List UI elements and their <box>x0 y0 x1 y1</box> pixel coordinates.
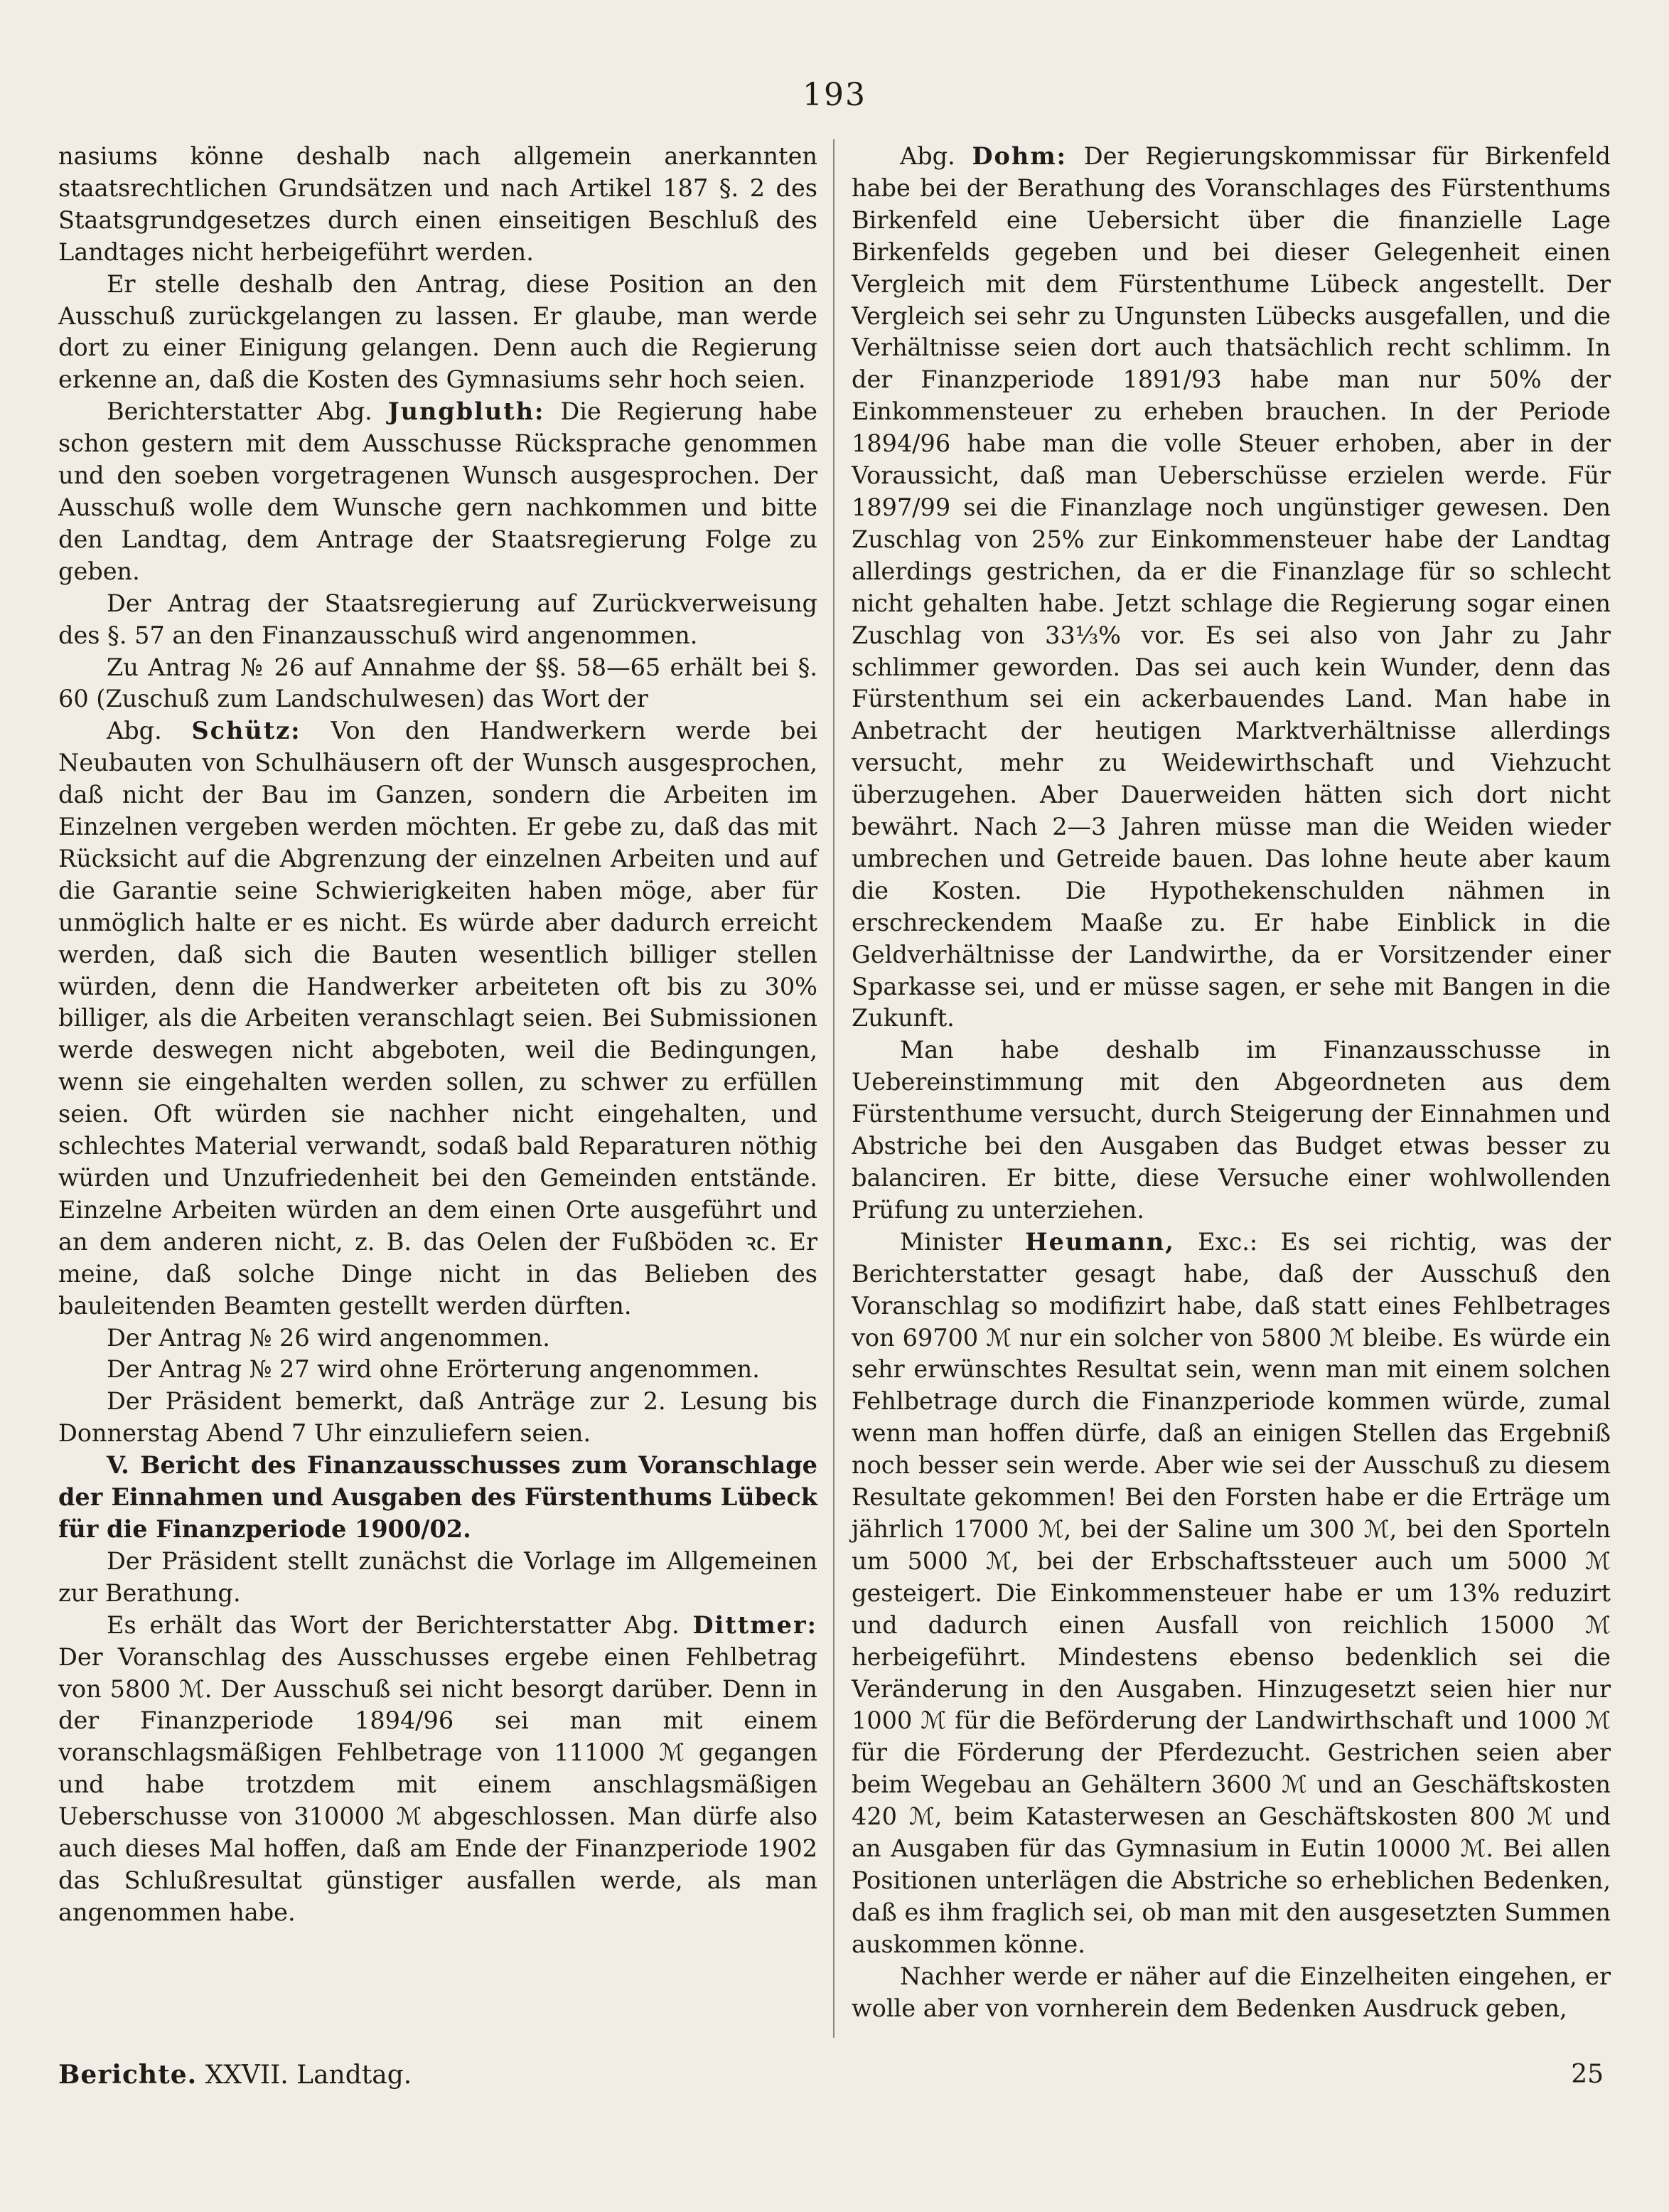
speech-text: Von den Handwerkern werde bei Neubauten von Schulhäusern oft der Wunsch ausgesprochen, daß nicht der Bau im Ganzen, sondern die Arbeiten im Einzelnen vergeben werden möchten. Er gebe zu, daß das mit Rücksicht auf die Abgrenzung der einzelnen Arbeiten und auf die Garantie seine Schwierigkeiten haben möge, aber für unmöglich halte er es nicht. Es würde aber dadurch erreicht werden, daß sich die Bauten wesentlich billiger stellen würden, denn die Handwerker arbeiteten oft bis zu 30% billiger, als die Arbeiten veranschlagt seien. Bei Submissionen werde deswegen nicht abgeboten, weil die Bedingungen, wenn sie eingehalten werden sollen, zu schwer zu erfüllen seien. Oft würden sie nachher nicht eingehalten, und schlechtes Material verwandt, sodaß bald Reparaturen nöthig würden und Unzufriedenheit bei den Gemeinden entstände. Einzelne Arbeiten würden an dem einen Orte ausgeführt und an dem anderen nicht, z. B. das Oelen der Fußböden ꝛc. Er meine, daß solche Dinge nicht in das Belieben des bauleitenden Beamten gestellt werden dürften. <box>58 717 817 1320</box>
paragraph <box>58 1610 817 1929</box>
speaker-title: Es erhält das Wort der Berichterstatter Abg. <box>107 1610 680 1639</box>
paragraph: Zu Antrag № 26 auf Annahme der §§. 58—65 erhält bei §. 60 (Zuschuß zum Landschulwesen) das Wort der <box>58 653 817 713</box>
footer-label: Berichte. <box>58 2060 198 2090</box>
speech-text: Der Regierungskommissar für Birkenfeld habe bei der Berathung des Voranschlages des Fürstenthums Birkenfeld eine Uebersicht über die finanzielle Lage Birkenfelds gegeben und bei dieser Gelegenheit einen Vergleich mit dem Fürstenthume Lübeck angestellt. Der Vergleich sei sehr zu Ungunsten Lübecks ausgefallen, und die Verhältnisse seien dort auch thatsächlich recht schlimm. In der Finanzperiode 1891/93 habe man nur 50% der Einkommensteuer zu erheben brauchen. In der Periode 1894/96 habe man die volle Steuer erhoben, aber in der Voraussicht, daß man Ueberschüsse erzielen werde. Für 1897/99 sei die Finanzlage noch ungünstiger gewesen. Den Zuschlag von 25% zur Einkommensteuer habe der Landtag allerdings gestrichen, da er die Finanzlage für so schlecht nicht gehalten habe. Jetzt schlage die Regierung sogar einen Zuschlag von 33⅓% vor. Es sei also von Jahr zu Jahr schlimmer geworden. Das sei auch kein Wunder, denn das Fürstenthum sei ein ackerbauendes Land. Man habe in Anbetracht der heutigen Marktverhältnisse allerdings versucht, mehr zu Weidewirthschaft und Viehzucht überzugehen. Aber Dauerweiden hätten sich dort nicht bewährt. Nach 2—3 Jahren müsse man die Weiden wieder umbrechen und Getreide bauen. Das lohne heute aber kaum die Kosten. Die Hypothekenschulden nähmen in erschreckendem Maaße zu. Er habe Einblick in die Geldverhältnisse der Landwirthe, da er Vorsitzender einer Sparkasse sei, und er müsse sagen, er sehe mit Bangen in die Zukunft. <box>852 142 1611 1032</box>
section-heading: V. Bericht des Finanzausschusses zum Voranschlage der Einnahmen und Ausgaben des Fürstenthums Lübeck für die Finanzperiode 1900/02. <box>58 1451 817 1543</box>
speaker-name: Heumann, <box>1025 1227 1175 1256</box>
speech-text: Exc.: Es sei richtig, was der Berichterstatter gesagt habe, daß der Ausschuß den Voranschlag so modifizirt habe, daß statt eines Fehlbetrages von 69700 ℳ nur ein solcher von 5800 ℳ bleibe. Es würde ein sehr erwünschtes Resultat sein, wenn man mit einem solchen Fehlbetrage durch die Finanzperiode kommen würde, zumal wenn man hoffen dürfe, daß an einigen Stellen das Ergebniß noch besser sein werde. Aber wie sei der Ausschuß zu diesem Resultate gekommen! Bei den Forsten habe er die Erträge um jährlich 17000 ℳ, bei der Saline um 300 ℳ, bei den Sporteln um 5000 ℳ, bei der Erbschaftssteuer auch um 5000 ℳ gesteigert. Die Einkommensteuer habe er um 13% reduzirt und dadurch einen Ausfall von reichlich 15000 ℳ herbeigeführt. Mindestens ebenso bedenklich sei die Veränderung in den Ausgaben. Hinzugesetzt seien hier nur 1000 ℳ für die Beförderung der Landwirthschaft und 1000 ℳ für die Förderung der Pferdezucht. Gestrichen seien aber beim Wegebau an Gehältern 3600 ℳ und an Geschäftskosten 420 ℳ, beim Katasterwesen an Geschäftskosten 800 ℳ und an Ausgaben für das Gymnasium in Eutin 10000 ℳ. Bei allen Positionen unterlägen die Abstriche so erheblichen Bedenken, daß es ihm fraglich sei, ob man mit den ausgesetzten Summen auskommen könne. <box>852 1227 1611 1958</box>
paragraph: Nachher werde er näher auf die Einzelheiten eingehen, er wolle aber von vornherein dem Bedenken Ausdruck geben, <box>852 1962 1611 2022</box>
paragraph: Der Antrag der Staatsregierung auf Zurückverweisung des §. 57 an den Finanzausschuß wird angenommen. <box>58 589 817 649</box>
speaker-title: Berichterstatter Abg. <box>107 397 372 426</box>
speech-text: Die Regierung habe schon gestern mit dem Ausschusse Rücksprache genommen und den soeben vorgetragenen Wunsch ausgesprochen. Der Ausschuß wolle dem Wunsche gern nachkommen und bitte den Landtag, dem Antrage der Staatsregierung Folge zu geben. <box>58 397 817 585</box>
right-column <box>852 141 1611 2024</box>
paragraph: Man habe deshalb im Finanzausschusse in Uebereinstimmung mit den Abgeordneten aus dem Fürstenthume versucht, durch Steigerung der Einnahmen und Abstriche bei den Ausgaben das Budget etwas besser zu balanciren. Er bitte, diese Versuche einer wohlwollenden Prüfung zu unterziehen. <box>852 1036 1611 1224</box>
speaker-title: Minister <box>900 1227 1002 1256</box>
paragraph <box>58 396 817 587</box>
footer-text: XXVII. Landtag. <box>205 2061 412 2090</box>
speaker-name: Dohm: <box>972 142 1068 170</box>
speaker-title: Abg. <box>900 142 955 170</box>
speech-text: Der Voranschlag des Ausschusses ergebe einen Fehlbetrag von 5800 ℳ. Der Ausschuß sei nicht besorgt darüber. Denn in der Finanzperiode 1894/96 sei man mit einem voranschlagsmäßigen Fehlbetrage von 111000 ℳ gegangen und habe trotzdem mit einem anschlagsmäßigen Ueberschusse von 310000 ℳ abgeschlossen. Man dürfe also auch dieses Mal hoffen, daß am Ende der Finanzperiode 1902 das Schlußresultat günstiger ausfallen werde, als man angenommen habe. <box>58 1642 817 1926</box>
paragraph: nasiums könne deshalb nach allgemein anerkannten staatsrechtlichen Grundsätzen und nach Artikel 187 §. 2 des Staatsgrundgesetzes durch einen einseitigen Beschluß des Landtages nicht herbeigeführt werden. <box>58 142 817 266</box>
paragraph: Der Antrag № 27 wird ohne Erörterung angenommen. <box>107 1355 760 1384</box>
left-column <box>58 141 817 1929</box>
paragraph: Der Präsident bemerkt, daß Anträge zur 2. Lesung bis Donnerstag Abend 7 Uhr einzuliefern seien. <box>58 1387 817 1448</box>
page-footer <box>58 2060 1611 2090</box>
paragraph <box>852 1227 1611 1961</box>
speaker-name: Jungbluth: <box>387 397 545 426</box>
paragraph: Der Präsident stellt zunächst die Vorlage im Allgemeinen zur Berathung. <box>58 1546 817 1607</box>
speaker-name: Schütz: <box>191 717 301 745</box>
page-number: 193 <box>803 77 866 113</box>
signature-mark: 25 <box>1571 2060 1604 2089</box>
paragraph: Der Antrag № 26 wird angenommen. <box>107 1323 550 1352</box>
paragraph <box>852 141 1611 1035</box>
column-divider <box>833 139 834 2038</box>
speaker-name: Dittmer: <box>692 1610 817 1639</box>
paragraph <box>58 715 817 1322</box>
paragraph: Er stelle deshalb den Antrag, diese Position an den Ausschuß zurückgelangen zu lassen. Er glaube, man werde dort zu einer Einigung gelangen. Denn auch die Regierung erkenne an, daß die Kosten des Gymnasiums sehr hoch seien. <box>58 269 817 394</box>
speaker-title: Abg. <box>107 717 162 745</box>
